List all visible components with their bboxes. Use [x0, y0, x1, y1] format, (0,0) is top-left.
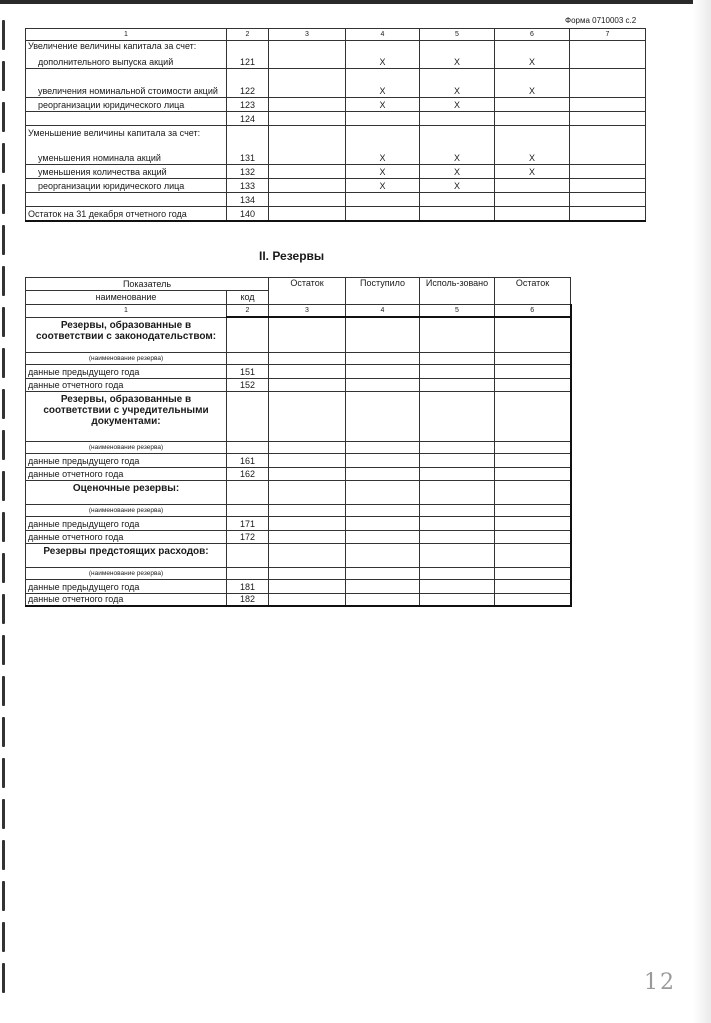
capital-changes-table	[25, 28, 646, 222]
page-number: 12	[644, 970, 676, 995]
table-row	[26, 126, 646, 152]
reserve-group-title-row: Резервы предстоящих расходов:	[26, 543, 571, 567]
header-code: код	[227, 291, 269, 305]
table-row: 124	[26, 112, 646, 126]
table-row: увеличения номинальной стоимости акций 122 X X X	[26, 69, 646, 98]
header-received: Поступило	[346, 278, 420, 305]
reserves-table	[25, 277, 572, 607]
closing-balance-row: Остаток на 31 декабря отчетного года 140	[26, 207, 646, 221]
header-name: наименование	[26, 291, 227, 305]
table-row: данные предыдущего года 171	[26, 516, 571, 530]
header-used: Исполь-зовано	[420, 278, 495, 305]
table-row: данные отчетного года 162	[26, 467, 571, 480]
section-title: II. Резервы	[259, 249, 325, 263]
table-row: реорганизации юридического лица 133 X X	[26, 179, 646, 193]
reserve-name-row: (наименование резерва)	[26, 352, 571, 364]
page-edge-shadow	[693, 0, 711, 1023]
reserve-group-title-row: Оценочные резервы:	[26, 480, 571, 504]
table-row: уменьшения количества акций 132 X X X	[26, 165, 646, 179]
column-number-row: 1 2 3 4 5 6 7	[26, 29, 646, 41]
table-row: данные предыдущего года 151	[26, 364, 571, 378]
decrease-heading: Уменьшение величины капитала за счет:	[26, 126, 227, 152]
table-row	[26, 41, 646, 56]
table-row: дополнительного выпуска акций 121 X X X	[26, 56, 646, 69]
scan-top-edge	[0, 0, 711, 4]
form-label: Форма 0710003 с.2	[565, 16, 637, 25]
spiral-binding	[0, 20, 10, 1020]
reserve-group-title-row: Резервы, образованные в соответствии с законодательством:	[26, 317, 571, 352]
header-balance-end: Остаток	[495, 278, 571, 305]
header-balance-start: Остаток	[269, 278, 346, 305]
table-row: данные отчетного года 172	[26, 530, 571, 543]
table-row: 134	[26, 193, 646, 207]
increase-heading: Увеличение величины капитала за счет:	[26, 41, 227, 56]
reserve-group-title-row: Резервы, образованные в соответствии с учредительными документами:	[26, 391, 571, 441]
header-row	[26, 278, 571, 291]
table-row: данные отчетного года 152	[26, 378, 571, 391]
table-row: уменьшения номинала акций 131 X X X	[26, 152, 646, 165]
header-indicator: Показатель	[26, 278, 269, 291]
reserve-name-row: (наименование резерва)	[26, 567, 571, 579]
table-row: данные предыдущего года 181	[26, 579, 571, 593]
reserve-name-row: (наименование резерва)	[26, 504, 571, 516]
table-row: данные отчетного года 182	[26, 593, 571, 606]
reserve-name-row: (наименование резерва)	[26, 441, 571, 453]
table-row: данные предыдущего года 161	[26, 453, 571, 467]
column-number-row: 1 2 3 4 5 6	[26, 305, 571, 318]
table-row: реорганизации юридического лица 123 X X	[26, 98, 646, 112]
